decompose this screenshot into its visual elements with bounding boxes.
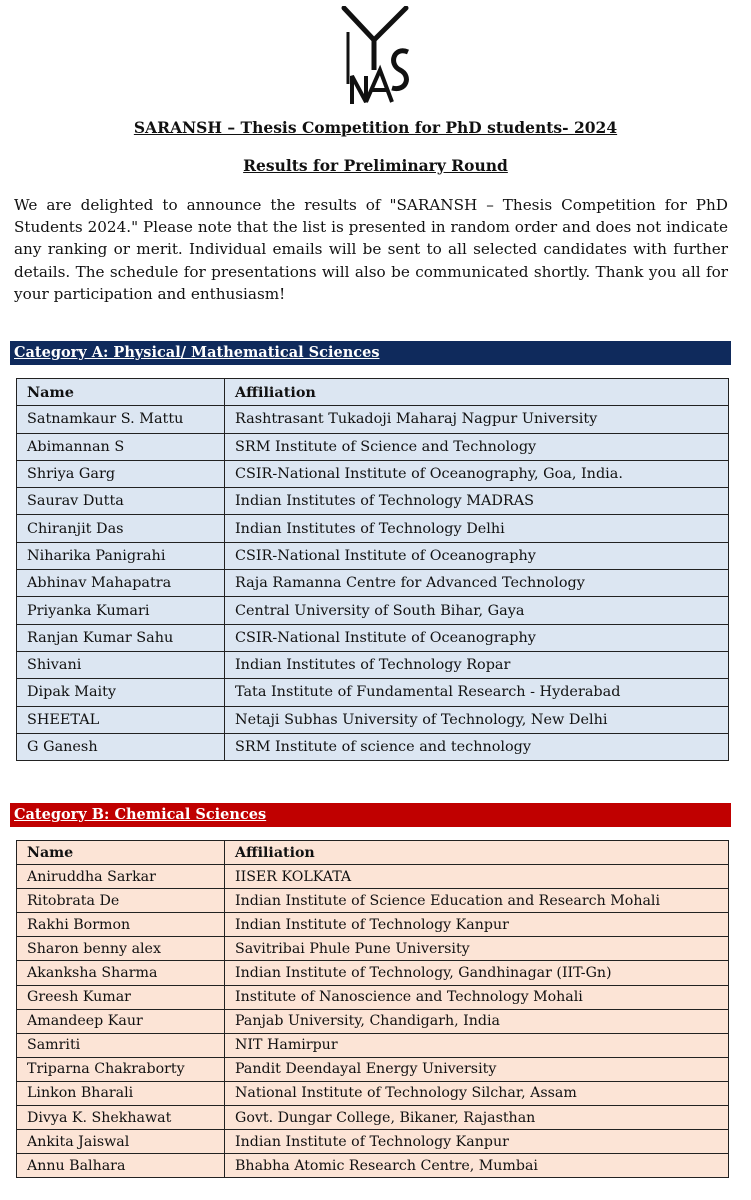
participant-name-cell: Annu Balhara: [17, 1154, 225, 1178]
column-header-affiliation: Affiliation: [225, 841, 729, 865]
affiliation-cell: SRM Institute of science and technology: [225, 733, 729, 760]
table-row: [17, 1033, 729, 1057]
table-row: [17, 679, 729, 706]
table-row: [17, 733, 729, 760]
column-header-name: Name: [17, 841, 225, 865]
table-row: [17, 913, 729, 937]
participant-name-cell: Niharika Panigrahi: [17, 542, 225, 569]
participant-name-cell: Ankita Jaiswal: [17, 1130, 225, 1154]
affiliation-cell: Panjab University, Chandigarh, India: [225, 1009, 729, 1033]
table-row: [17, 1106, 729, 1130]
participant-name-cell: Aniruddha Sarkar: [17, 865, 225, 889]
affiliation-cell: CSIR-National Institute of Oceanography: [225, 542, 729, 569]
affiliation-cell: Indian Institutes of Technology Ropar: [225, 651, 729, 678]
table-row: [17, 488, 729, 515]
page-subtitle: Results for Preliminary Round: [243, 156, 508, 175]
participant-name-cell: Shivani: [17, 651, 225, 678]
affiliation-cell: Raja Ramanna Centre for Advanced Technology: [225, 570, 729, 597]
affiliation-cell: Central University of South Bihar, Gaya: [225, 597, 729, 624]
participant-name-cell: Sharon benny alex: [17, 937, 225, 961]
affiliation-cell: CSIR-National Institute of Oceanography, Goa, India.: [225, 460, 729, 487]
affiliation-cell: Govt. Dungar College, Bikaner, Rajasthan: [225, 1106, 729, 1130]
table-row: [17, 937, 729, 961]
table-row: [17, 889, 729, 913]
affiliation-cell: IISER KOLKATA: [225, 865, 729, 889]
participant-name-cell: Ritobrata De: [17, 889, 225, 913]
category-b-heading: Category B: Chemical Sciences: [10, 803, 731, 827]
table-row: [17, 1130, 729, 1154]
table-row: [17, 961, 729, 985]
affiliation-cell: Rashtrasant Tukadoji Maharaj Nagpur University: [225, 406, 729, 433]
participant-name-cell: Abhinav Mahapatra: [17, 570, 225, 597]
column-header-name: Name: [17, 379, 225, 406]
table-row: [17, 985, 729, 1009]
participant-name-cell: Dipak Maity: [17, 679, 225, 706]
page-title: SARANSH – Thesis Competition for PhD students- 2024: [133, 118, 618, 137]
participant-name-cell: Rakhi Bormon: [17, 913, 225, 937]
inyas-logo: [336, 6, 414, 106]
participant-name-cell: Saurav Dutta: [17, 488, 225, 515]
category-a-heading: Category A: Physical/ Mathematical Sciences: [10, 341, 731, 365]
table-row: [17, 597, 729, 624]
table-row: [17, 515, 729, 542]
participant-name-cell: G Ganesh: [17, 733, 225, 760]
category-b-table: [16, 840, 729, 1178]
table-row: [17, 706, 729, 733]
participant-name-cell: Linkon Bharali: [17, 1081, 225, 1105]
table-row: [17, 460, 729, 487]
affiliation-cell: Netaji Subhas University of Technology, New Delhi: [225, 706, 729, 733]
table-row: [17, 542, 729, 569]
table-row: [17, 1154, 729, 1178]
participant-name-cell: Greesh Kumar: [17, 985, 225, 1009]
affiliation-cell: CSIR-National Institute of Oceanography: [225, 624, 729, 651]
participant-name-cell: Abimannan S: [17, 433, 225, 460]
table-row: [17, 1081, 729, 1105]
participant-name-cell: Amandeep Kaur: [17, 1009, 225, 1033]
category-a-rows: [17, 406, 729, 761]
affiliation-cell: SRM Institute of Science and Technology: [225, 433, 729, 460]
table-header-row: [17, 841, 729, 865]
participant-name-cell: Priyanka Kumari: [17, 597, 225, 624]
table-row: [17, 406, 729, 433]
affiliation-cell: Indian Institute of Science Education and Research Mohali: [225, 889, 729, 913]
affiliation-cell: NIT Hamirpur: [225, 1033, 729, 1057]
participant-name-cell: Satnamkaur S. Mattu: [17, 406, 225, 433]
participant-name-cell: Akanksha Sharma: [17, 961, 225, 985]
affiliation-cell: Savitribai Phule Pune University: [225, 937, 729, 961]
participant-name-cell: SHEETAL: [17, 706, 225, 733]
affiliation-cell: Institute of Nanoscience and Technology Mohali: [225, 985, 729, 1009]
category-b-rows: [17, 865, 729, 1178]
table-row: [17, 1057, 729, 1081]
table-row: [17, 570, 729, 597]
participant-name-cell: Divya K. Shekhawat: [17, 1106, 225, 1130]
affiliation-cell: Indian Institute of Technology, Gandhinagar (IIT-Gn): [225, 961, 729, 985]
affiliation-cell: Pandit Deendayal Energy University: [225, 1057, 729, 1081]
participant-name-cell: Ranjan Kumar Sahu: [17, 624, 225, 651]
affiliation-cell: Indian Institutes of Technology MADRAS: [225, 488, 729, 515]
participant-name-cell: Shriya Garg: [17, 460, 225, 487]
table-header-row: [17, 379, 729, 406]
affiliation-cell: Indian Institute of Technology Kanpur: [225, 913, 729, 937]
table-row: [17, 865, 729, 889]
affiliation-cell: Indian Institutes of Technology Delhi: [225, 515, 729, 542]
intro-paragraph: We are delighted to announce the results of "SARANSH – Thesis Competition for PhD Students 2024." Please note that the list is presented in random order and does not indicate any ranking or merit. Individual emails will be sent to all selected candidates with further details. The schedule for presentations will also be communicated shortly. Thank you all for your participation and enthusiasm!: [14, 196, 728, 303]
column-header-affiliation: Affiliation: [225, 379, 729, 406]
affiliation-cell: Bhabha Atomic Research Centre, Mumbai: [225, 1154, 729, 1178]
table-row: [17, 624, 729, 651]
affiliation-cell: National Institute of Technology Silchar, Assam: [225, 1081, 729, 1105]
table-row: [17, 651, 729, 678]
participant-name-cell: Triparna Chakraborty: [17, 1057, 225, 1081]
table-row: [17, 1009, 729, 1033]
table-row: [17, 433, 729, 460]
participant-name-cell: Chiranjit Das: [17, 515, 225, 542]
affiliation-cell: Tata Institute of Fundamental Research - Hyderabad: [225, 679, 729, 706]
category-a-table: [16, 378, 729, 761]
affiliation-cell: Indian Institute of Technology Kanpur: [225, 1130, 729, 1154]
participant-name-cell: Samriti: [17, 1033, 225, 1057]
